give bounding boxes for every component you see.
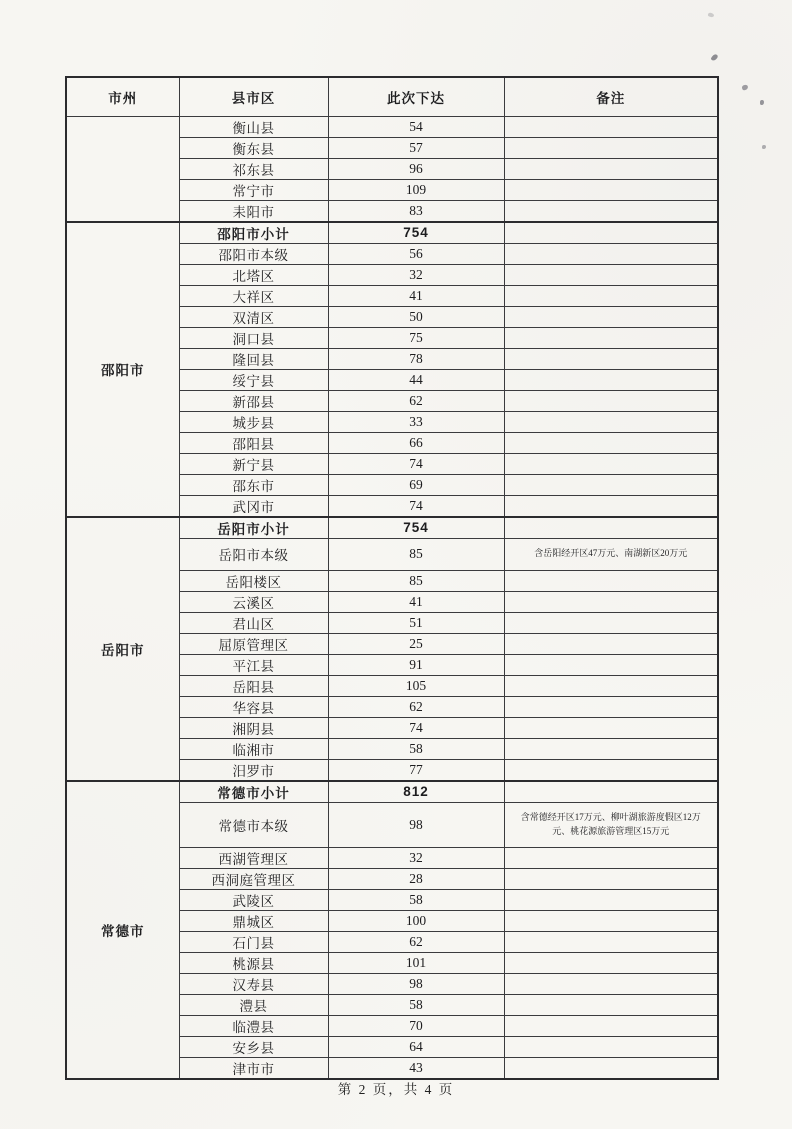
amount-cell: 85	[328, 570, 504, 591]
remark-cell	[504, 200, 718, 222]
amount-cell: 58	[328, 738, 504, 759]
column-header-remark: 备注	[504, 77, 718, 116]
remark-cell	[504, 717, 718, 738]
amount-cell: 43	[328, 1057, 504, 1079]
amount-cell: 69	[328, 474, 504, 495]
remark-cell	[504, 390, 718, 411]
district-cell: 鼎城区	[179, 910, 328, 931]
amount-cell: 41	[328, 285, 504, 306]
remark-cell	[504, 633, 718, 654]
remark-cell	[504, 517, 718, 539]
amount-cell: 32	[328, 264, 504, 285]
remark-cell	[504, 952, 718, 973]
remark-cell	[504, 612, 718, 633]
district-cell: 湘阴县	[179, 717, 328, 738]
remark-cell	[504, 931, 718, 952]
remark-cell: 含常德经开区17万元、柳叶湖旅游度假区12万元、桃花源旅游管理区15万元	[504, 802, 718, 847]
amount-cell: 66	[328, 432, 504, 453]
table-row	[66, 116, 718, 137]
amount-cell: 70	[328, 1015, 504, 1036]
remark-cell	[504, 847, 718, 868]
amount-cell: 33	[328, 411, 504, 432]
remark-cell	[504, 243, 718, 264]
page-number: 第 2 页，共 4 页	[337, 1082, 455, 1097]
amount-cell: 44	[328, 369, 504, 390]
district-cell: 西湖管理区	[179, 847, 328, 868]
amount-cell: 74	[328, 453, 504, 474]
district-cell: 岳阳楼区	[179, 570, 328, 591]
district-cell: 澧县	[179, 994, 328, 1015]
amount-cell: 74	[328, 717, 504, 738]
scan-speck	[707, 12, 714, 18]
table-row	[66, 517, 718, 539]
district-cell: 平江县	[179, 654, 328, 675]
district-cell: 常德市小计	[179, 781, 328, 803]
remark-cell	[504, 327, 718, 348]
amount-cell: 98	[328, 973, 504, 994]
column-header-amount: 此次下达	[328, 77, 504, 116]
district-cell: 北塔区	[179, 264, 328, 285]
column-header-district: 县市区	[179, 77, 328, 116]
amount-cell: 74	[328, 495, 504, 517]
scan-speck	[762, 145, 766, 149]
district-cell: 岳阳市本级	[179, 538, 328, 570]
remark-cell	[504, 306, 718, 327]
amount-cell: 754	[328, 517, 504, 539]
remark-cell	[504, 137, 718, 158]
district-cell: 邵阳县	[179, 432, 328, 453]
district-cell: 临湘市	[179, 738, 328, 759]
table-header-row	[66, 77, 718, 116]
table-body	[66, 116, 718, 1079]
amount-cell: 57	[328, 137, 504, 158]
amount-cell: 105	[328, 675, 504, 696]
district-cell: 临澧县	[179, 1015, 328, 1036]
city-cell: 常德市	[66, 781, 179, 1079]
table-row	[66, 781, 718, 803]
amount-cell: 32	[328, 847, 504, 868]
district-cell: 城步县	[179, 411, 328, 432]
table-row	[66, 222, 718, 244]
remark-cell	[504, 889, 718, 910]
district-cell: 新邵县	[179, 390, 328, 411]
remark-cell	[504, 222, 718, 244]
amount-cell: 54	[328, 116, 504, 137]
amount-cell: 83	[328, 200, 504, 222]
district-cell: 邵阳市小计	[179, 222, 328, 244]
district-cell: 西洞庭管理区	[179, 868, 328, 889]
district-cell: 安乡县	[179, 1036, 328, 1057]
remark-cell	[504, 738, 718, 759]
amount-cell: 62	[328, 696, 504, 717]
amount-cell: 85	[328, 538, 504, 570]
district-cell: 桃源县	[179, 952, 328, 973]
remark-cell	[504, 570, 718, 591]
remark-cell	[504, 781, 718, 803]
remark-cell	[504, 179, 718, 200]
amount-cell: 25	[328, 633, 504, 654]
district-cell: 云溪区	[179, 591, 328, 612]
district-cell: 石门县	[179, 931, 328, 952]
district-cell: 汉寿县	[179, 973, 328, 994]
amount-cell: 77	[328, 759, 504, 781]
amount-cell: 41	[328, 591, 504, 612]
amount-cell: 812	[328, 781, 504, 803]
remark-cell	[504, 264, 718, 285]
district-cell: 隆回县	[179, 348, 328, 369]
amount-cell: 100	[328, 910, 504, 931]
amount-cell: 58	[328, 994, 504, 1015]
amount-cell: 96	[328, 158, 504, 179]
remark-cell	[504, 675, 718, 696]
district-cell: 常德市本级	[179, 802, 328, 847]
remark-cell	[504, 696, 718, 717]
remark-cell: 含岳阳经开区47万元、南湖新区20万元	[504, 538, 718, 570]
scan-speck	[741, 84, 748, 90]
amount-cell: 58	[328, 889, 504, 910]
remark-cell	[504, 474, 718, 495]
remark-cell	[504, 411, 718, 432]
amount-cell: 62	[328, 931, 504, 952]
district-cell: 岳阳市小计	[179, 517, 328, 539]
scan-speck	[710, 53, 718, 62]
scan-speck	[760, 100, 764, 105]
column-header-city: 市州	[66, 77, 179, 116]
district-cell: 君山区	[179, 612, 328, 633]
remark-cell	[504, 654, 718, 675]
remark-cell	[504, 759, 718, 781]
amount-cell: 78	[328, 348, 504, 369]
amount-cell: 101	[328, 952, 504, 973]
amount-cell: 56	[328, 243, 504, 264]
district-cell: 岳阳县	[179, 675, 328, 696]
remark-cell	[504, 1015, 718, 1036]
remark-cell	[504, 591, 718, 612]
amount-cell: 50	[328, 306, 504, 327]
district-cell: 邵阳市本级	[179, 243, 328, 264]
district-cell: 双清区	[179, 306, 328, 327]
district-cell: 绥宁县	[179, 369, 328, 390]
remark-cell	[504, 994, 718, 1015]
remark-cell	[504, 868, 718, 889]
amount-cell: 75	[328, 327, 504, 348]
district-cell: 邵东市	[179, 474, 328, 495]
district-cell: 洞口县	[179, 327, 328, 348]
district-cell: 衡东县	[179, 137, 328, 158]
amount-cell: 62	[328, 390, 504, 411]
remark-cell	[504, 910, 718, 931]
district-cell: 大祥区	[179, 285, 328, 306]
remark-cell	[504, 1057, 718, 1079]
amount-cell: 64	[328, 1036, 504, 1057]
remark-cell	[504, 285, 718, 306]
amount-cell: 109	[328, 179, 504, 200]
amount-cell: 51	[328, 612, 504, 633]
remark-cell	[504, 453, 718, 474]
remark-cell	[504, 432, 718, 453]
district-cell: 祁东县	[179, 158, 328, 179]
district-cell: 耒阳市	[179, 200, 328, 222]
district-cell: 衡山县	[179, 116, 328, 137]
district-cell: 汨罗市	[179, 759, 328, 781]
district-cell: 新宁县	[179, 453, 328, 474]
amount-cell: 28	[328, 868, 504, 889]
remark-cell	[504, 495, 718, 517]
remark-cell	[504, 1036, 718, 1057]
city-cell	[66, 116, 179, 222]
district-cell: 津市市	[179, 1057, 328, 1079]
district-cell: 华容县	[179, 696, 328, 717]
remark-cell	[504, 158, 718, 179]
city-cell: 邵阳市	[66, 222, 179, 517]
amount-cell: 754	[328, 222, 504, 244]
district-cell: 武陵区	[179, 889, 328, 910]
city-cell: 岳阳市	[66, 517, 179, 781]
remark-cell	[504, 116, 718, 137]
amount-cell: 91	[328, 654, 504, 675]
allocation-table	[65, 76, 719, 1080]
amount-cell: 98	[328, 802, 504, 847]
remark-cell	[504, 348, 718, 369]
district-cell: 屈原管理区	[179, 633, 328, 654]
remark-cell	[504, 369, 718, 390]
district-cell: 常宁市	[179, 179, 328, 200]
district-cell: 武冈市	[179, 495, 328, 517]
remark-cell	[504, 973, 718, 994]
